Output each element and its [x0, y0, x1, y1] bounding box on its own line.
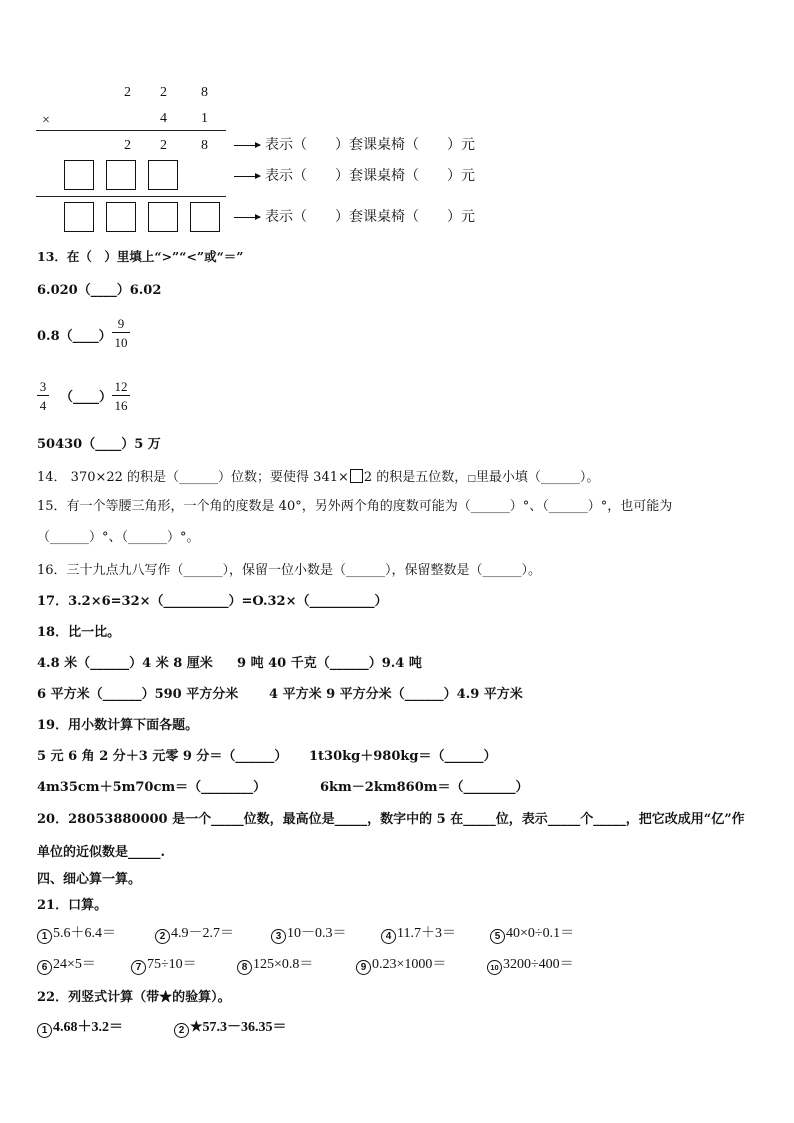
calc-item: 6 24×5＝: [37, 958, 96, 975]
fraction-denominator: 10: [114, 335, 128, 350]
fraction-numerator: 9: [117, 316, 125, 331]
question-14: [37, 469, 599, 484]
q19-item-c: 4m35cm＋5m70cm＝（________）: [37, 780, 267, 795]
q14-text: 里最小填（______）。: [475, 470, 600, 485]
circled-number-icon: 6: [37, 960, 52, 975]
digit: 8: [201, 85, 208, 100]
circled-number-icon: 2: [174, 1023, 189, 1038]
digit: 2: [160, 85, 167, 100]
circled-number-icon: 7: [131, 960, 146, 975]
question-17: 17．3.2×6=32×（__________）=O.32×（__________）: [37, 594, 388, 609]
fraction: [112, 317, 130, 349]
q19-item-a: 5 元 6 角 2 分＋3 元零 9 分＝（______）: [37, 749, 288, 764]
digit: 1: [201, 111, 208, 126]
row-label: 表示（ ）套课桌椅（ ）元: [265, 209, 475, 225]
question-22-title: 22．列竖式计算（带★的验算）。: [37, 990, 231, 1005]
q22-item-1: 1 4.68＋3.2＝: [37, 1021, 123, 1038]
fraction-numerator: 3: [39, 379, 47, 394]
circled-number-icon: 1: [37, 1023, 52, 1038]
circled-number-icon: 10: [487, 960, 502, 975]
answer-box[interactable]: [64, 160, 94, 190]
q18-item-c: 6 平方米（______）590 平方分米: [37, 687, 239, 702]
answer-box[interactable]: [190, 202, 220, 232]
digit: 8: [201, 138, 208, 153]
calc-item: 9 0.23×1000＝: [356, 958, 446, 975]
calc-item: 1 5.6＋6.4＝: [37, 927, 116, 944]
q18-item-d: 4 平方米 9 平方分米（______）4.9 平方米: [269, 687, 523, 702]
question-18-title: 18．比一比。: [37, 625, 121, 640]
answer-box[interactable]: [106, 202, 136, 232]
digit: 2: [160, 138, 167, 153]
row-label: 表示（ ）套课桌椅（ ）元: [265, 168, 475, 184]
circled-number-icon: 1: [37, 929, 52, 944]
question-15-line-1: 15．有一个等腰三角形，一个角的度数是 40°，另外两个角的度数可能为（______）°、（______）°，也可能为: [37, 499, 673, 514]
question-16: 16．三十九点九八写作（______），保留一位小数是（______），保留整数是（______）。: [37, 563, 542, 578]
digit: 4: [160, 111, 167, 126]
small-box-icon: □: [467, 474, 476, 484]
fraction: [37, 380, 49, 412]
question-20-line-2: 单位的近似数是_____.: [37, 845, 166, 860]
digit: 2: [124, 138, 131, 153]
circled-number-icon: 3: [271, 929, 286, 944]
question-20-line-1: 20．28053880000 是一个_____位数，最高位是_____，数字中的 5 在_____位，表示_____个_____，把它改成用“亿”作: [37, 812, 745, 827]
q19-item-b: 1t30kg＋980kg＝（______）: [309, 749, 497, 764]
q13-line-2: 0.8（____）: [37, 329, 112, 344]
fraction-denominator: 16: [114, 398, 128, 413]
calc-item: 7 75÷10＝: [131, 958, 197, 975]
answer-box[interactable]: [106, 160, 136, 190]
question-21-title: 21．口算。: [37, 898, 108, 913]
divider-line: [36, 130, 226, 131]
question-15-line-2: （______）°、（______）°。: [37, 530, 200, 545]
calc-item: 4 11.7＋3＝: [381, 927, 456, 944]
circled-number-icon: 2: [155, 929, 170, 944]
q13-line-3: （____）: [60, 390, 113, 405]
digit: 2: [124, 85, 131, 100]
row-label: 表示（ ）套课桌椅（ ）元: [265, 137, 475, 153]
fraction-numerator: 12: [114, 379, 128, 394]
blank-box: [350, 469, 363, 483]
question-19-title: 19．用小数计算下面各题。: [37, 718, 199, 733]
calc-item: 2 4.9－2.7＝: [155, 927, 234, 944]
q13-line-4: 50430（____）5 万: [37, 437, 161, 452]
divider-line: [36, 196, 226, 197]
answer-box[interactable]: [148, 202, 178, 232]
q14-text: 14． 370×22 的积是（______）位数；要使得 341×: [37, 470, 349, 485]
circled-number-icon: 5: [490, 929, 505, 944]
q19-item-d: 6km－2km860m＝（________）: [320, 780, 529, 795]
fraction: [112, 380, 130, 412]
q18-item-b: 9 吨 40 千克（______）9.4 吨: [237, 656, 422, 671]
fraction-denominator: 4: [39, 398, 47, 413]
answer-box[interactable]: [148, 160, 178, 190]
question-13-title: 13．在（ ）里填上“>”“<”或“＝”: [37, 249, 244, 264]
q22-item-2: 2 ★57.3－36.35＝: [174, 1021, 287, 1038]
calc-item: 10 3200÷400＝: [487, 958, 574, 975]
calc-item: 3 10－0.3＝: [271, 927, 347, 944]
circled-number-icon: 4: [381, 929, 396, 944]
q13-line-1: 6.020（____）6.02: [37, 283, 162, 298]
q14-text: 2 的积是五位数，: [363, 470, 468, 485]
section-4-title: 四、细心算一算。: [37, 872, 142, 887]
circled-number-icon: 8: [237, 960, 252, 975]
calc-item: 8 125×0.8＝: [237, 958, 313, 975]
calc-item: 5 40×0÷0.1＝: [490, 927, 574, 944]
times-sign: ×: [42, 113, 50, 128]
arrow-icon: [234, 145, 260, 146]
arrow-icon: [234, 176, 260, 177]
arrow-icon: [234, 217, 260, 218]
answer-box[interactable]: [64, 202, 94, 232]
circled-number-icon: 9: [356, 960, 371, 975]
q18-item-a: 4.8 米（______）4 米 8 厘米: [37, 656, 213, 671]
